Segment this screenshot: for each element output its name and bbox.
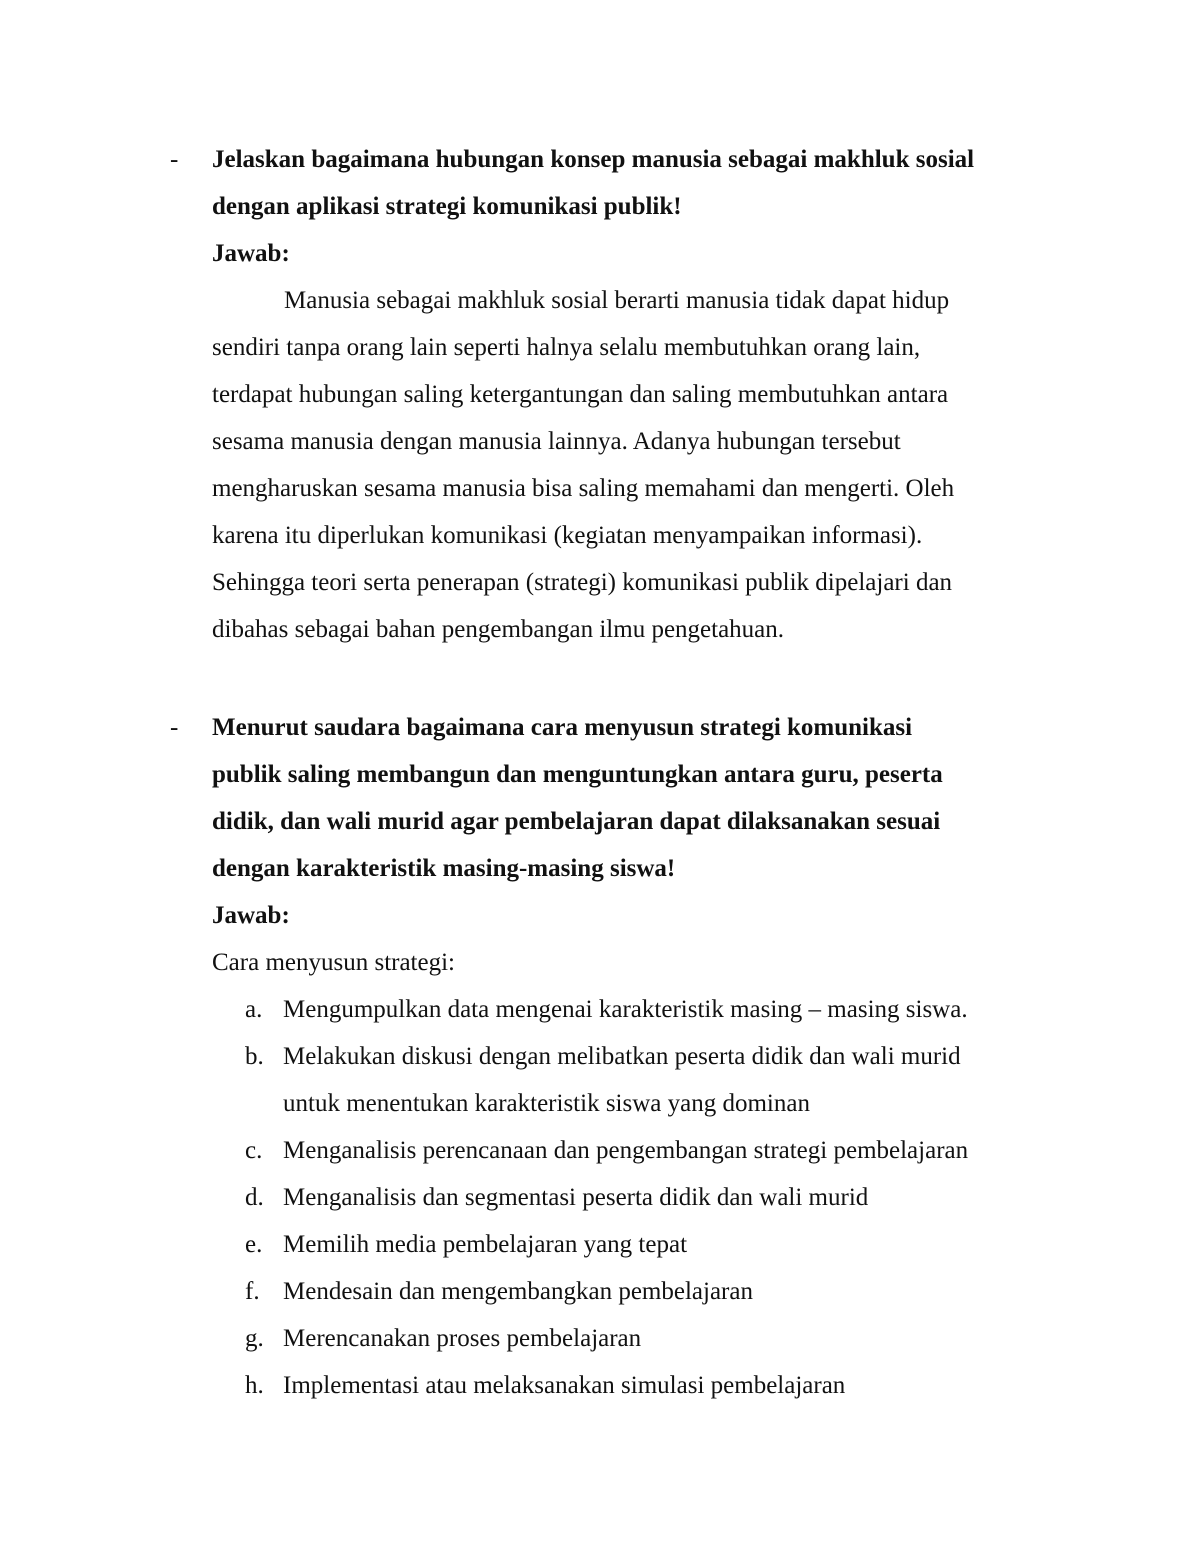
list-item-text: Melakukan diskusi dengan melibatkan peserta didik dan wali murid (283, 1043, 961, 1070)
list-item-text: Mendesain dan mengembangkan pembelajaran (283, 1278, 753, 1305)
answer-1-text-line: karena itu diperlukan komunikasi (kegiatan menyampaikan informasi). (212, 522, 923, 549)
list-item-text: Menganalisis dan segmentasi peserta didik dan wali murid (283, 1184, 869, 1211)
answer-1-text-line: sesama manusia dengan manusia lainnya. Adanya hubungan tersebut (212, 428, 901, 455)
answer-1-text-line: Manusia sebagai makhluk sosial berarti manusia tidak dapat hidup (284, 287, 950, 314)
question-1-text-line: dengan aplikasi strategi komunikasi publik! (212, 193, 682, 220)
list-item-text: Mengumpulkan data mengenai karakteristik masing – masing siswa. (283, 996, 968, 1023)
list-marker: f. (245, 1278, 260, 1305)
answer-1-text-line: dibahas sebagai bahan pengembangan ilmu pengetahuan. (212, 616, 785, 643)
list-item (212, 1127, 1062, 1174)
list-item-text: Memilih media pembelajaran yang tepat (283, 1231, 688, 1258)
question-2-text-line: Menurut saudara bagaimana cara menyusun strategi komunikasi (212, 714, 913, 741)
question-2-block (170, 704, 1062, 1409)
list-marker: g. (245, 1325, 264, 1352)
list-marker: d. (245, 1184, 264, 1211)
list-item (212, 1315, 1062, 1362)
answer-2-intro: Cara menyusun strategi: (212, 949, 455, 976)
list-marker: a. (245, 996, 263, 1023)
list-marker: c. (245, 1137, 263, 1164)
list-item (212, 1362, 1062, 1409)
question-1-text-line: Jelaskan bagaimana hubungan konsep manusia sebagai makhluk sosial (212, 146, 975, 173)
question-2-text-line: publik saling membangun dan menguntungkan antara guru, peserta (212, 761, 943, 788)
question-2-text-line: dengan karakteristik masing-masing siswa! (212, 855, 676, 882)
question-2-text-line: didik, dan wali murid agar pembelajaran dapat dilaksanakan sesuai (212, 808, 941, 835)
list-item (212, 1268, 1062, 1315)
list-item-text: untuk menentukan karakteristik siswa yang dominan (283, 1090, 810, 1117)
list-item-text: Menganalisis perencanaan dan pengembangan strategi pembelajaran (283, 1137, 969, 1164)
list-item (212, 1221, 1062, 1268)
answer-1-text-line: sendiri tanpa orang lain seperti halnya selalu membutuhkan orang lain, (212, 334, 921, 361)
list-item-text: Merencanakan proses pembelajaran (283, 1325, 642, 1352)
question-1-block (170, 136, 1062, 653)
list-marker: h. (245, 1372, 264, 1399)
list-dash: - (170, 146, 179, 173)
list-marker: b. (245, 1043, 264, 1070)
answer-label: Jawab: (212, 902, 290, 929)
answer-1-text-line: mengharuskan sesama manusia bisa saling memahami dan mengerti. Oleh (212, 475, 955, 502)
list-item (212, 1033, 1062, 1127)
list-item (212, 986, 1062, 1033)
answer-label: Jawab: (212, 240, 290, 267)
list-marker: e. (245, 1231, 263, 1258)
answer-1-text-line: Sehingga teori serta penerapan (strategi) komunikasi publik dipelajari dan (212, 569, 953, 596)
list-item (212, 1174, 1062, 1221)
list-item-text: Implementasi atau melaksanakan simulasi pembelajaran (283, 1372, 846, 1399)
answer-1-text-line: terdapat hubungan saling ketergantungan dan saling membutuhkan antara (212, 381, 949, 408)
list-dash: - (170, 714, 179, 741)
